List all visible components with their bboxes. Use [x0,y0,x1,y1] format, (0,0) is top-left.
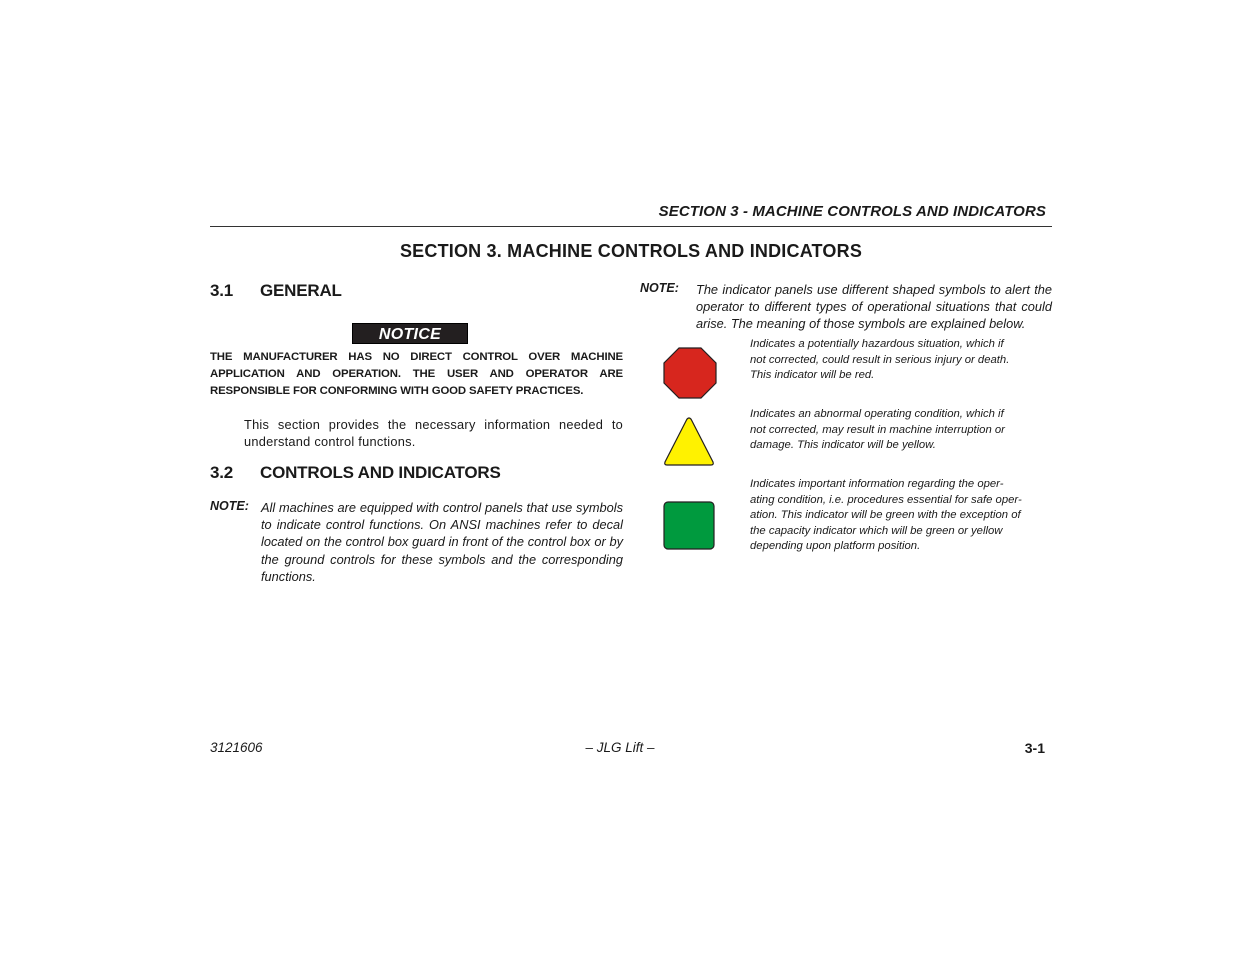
indicator-line: ation. This indicator will be green with the exception of [750,509,1021,521]
footer-doc-number: 3121606 [210,740,263,755]
heading-text: GENERAL [260,281,342,300]
indicator-line: This indicator will be red. [750,369,875,381]
indicator-description-red [750,337,1025,384]
indicator-line: depending upon platform position. [750,540,921,552]
general-paragraph: This section provides the necessary information needed to understand control functions. [244,417,623,449]
controls-note-text [261,499,623,585]
footer-center: – JLG Lift – [585,740,655,755]
indicator-line: Indicates important information regarding the oper- [750,478,1004,490]
indicator-description-green [750,477,1025,555]
footer-page-number: 3-1 [1024,740,1045,756]
heading-controls-indicators [210,463,501,483]
note-label: NOTE: [210,499,249,513]
indicator-line: not corrected, may result in machine interruption or [750,423,1005,436]
indicator-line: Indicates a potentially hazardous situation, which if [750,338,1004,350]
indicator-line: not corrected, could result in serious injury or death. [750,353,1010,366]
green-square-icon [663,501,715,550]
yellow-triangle-icon [663,416,715,467]
heading-number: 3.2 [210,463,234,482]
section-title: SECTION 3. MACHINE CONTROLS AND INDICATORS [399,241,863,261]
indicator-line: the capacity indicator which will be green or yellow [750,524,1003,537]
heading-number: 3.1 [210,281,234,300]
indicator-line: Indicates an abnormal operating condition, which if [750,408,1004,420]
red-octagon-icon [663,347,717,399]
indicators-note-label: NOTE: [640,281,679,295]
heading-text: CONTROLS AND INDICATORS [260,463,501,482]
header-rule [210,226,1052,227]
indicators-note-text: The indicator panels use different shaped symbols to alert the operator to different types of operational situations that could arise. The meaning of those symbols are explained below. [696,282,1052,332]
indicator-line: damage. This indicator will be yellow. [750,439,936,451]
running-header: SECTION 3 - MACHINE CONTROLS AND INDICATORS [658,203,1046,220]
notice-badge: NOTICE [352,323,468,344]
notice-text: THE MANUFACTURER HAS NO DIRECT CONTROL OVER MACHINE APPLICATION AND OPERATION. THE USER AND OPERATOR ARE RESPONSIBLE FOR CONFORMING WITH GOOD SAFETY PRACTICES. [210,351,623,397]
indicator-line: ating condition, i.e. procedures essential for safe oper- [750,493,1022,506]
heading-general [210,281,342,301]
indicator-description-yellow [750,407,1025,454]
controls-note-content: All machines are equipped with control panels that use symbols to indicate control functions. On ANSI machines refer to decal located on the control box guard in front of the control box or by the ground controls for these symbols and the corresponding functions. [261,500,623,584]
